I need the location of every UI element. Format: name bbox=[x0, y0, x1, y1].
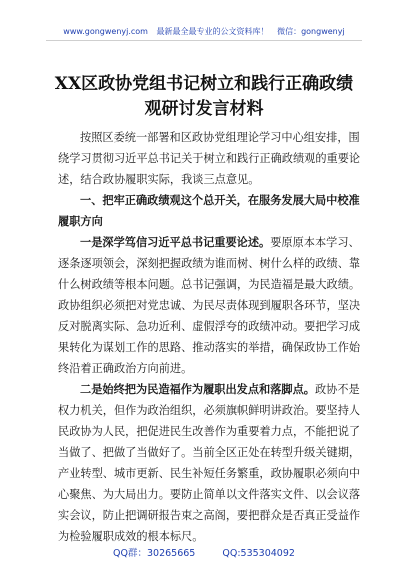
para1-line: 反对脱离实际、急功近利、虚假浮夸的政绩冲动。要把学习成 bbox=[58, 320, 361, 333]
site-url[interactable]: www.gongwenyj.com bbox=[63, 27, 148, 36]
para1-line: 果转化为谋划工作的思路、推动落实的举措，确保政协工作始 bbox=[58, 341, 361, 354]
site-slogan: 最新最全最专业的公文资料库！ bbox=[156, 27, 269, 36]
qq-group: QQ群：30265665 bbox=[113, 548, 196, 559]
qq-number: QQ:535304092 bbox=[222, 548, 295, 559]
site-header bbox=[0, 26, 408, 37]
para1-first-line bbox=[58, 232, 358, 253]
para2-line: 权力机关，但作为政治组织，必须旗帜鲜明讲政治。要坚持人 bbox=[58, 404, 361, 417]
document-body bbox=[58, 127, 361, 547]
section-heading-1-cont: 履职方向 bbox=[58, 214, 103, 228]
para2-line: 民政协为人民，把促进民生改善作为重要着力点，不能把说了 bbox=[58, 425, 361, 438]
para2-line: 心聚焦、为大局出力。要防止简单以文件落实文件、以会议落 bbox=[58, 488, 361, 501]
intro-line: 绕学习贯彻习近平总书记关于树立和践行正确政绩观的重要论 bbox=[58, 152, 361, 165]
para2-line: 产业转型、城市更新、民生补短任务繁重，政协履职必须向中 bbox=[58, 467, 361, 480]
para2-lead-rest: 政协不是 bbox=[314, 383, 360, 396]
para2-line: 当做了、把做了当做好了。当前全区正处在转型升级关键期， bbox=[58, 446, 361, 459]
para2-first-line bbox=[58, 379, 358, 400]
para1-lead-rest: 要原原本本学习、 bbox=[270, 236, 360, 249]
para1-line: 逐条逐项领会，深刻把握政绩为谁而树、树什么样的政绩、靠 bbox=[58, 257, 361, 270]
section-heading-1: 一、把牢正确政绩观这个总开关，在服务发展大局中校准 bbox=[80, 193, 360, 207]
page-footer bbox=[0, 545, 408, 559]
para1-line: 什么树政绩等根本问题。总书记强调，为民造福是最大政绩。 bbox=[58, 278, 361, 291]
wechat-id: 微信：gongwenyj bbox=[277, 27, 345, 36]
title-line-2: 观研讨发言材料 bbox=[144, 99, 264, 119]
intro-line: 述，结合政协履职实际，我谈三点意见。 bbox=[58, 173, 260, 186]
para1-line: 终沿着正确政治方向前进。 bbox=[58, 362, 193, 375]
para2-lead: 二是始终把为民造福作为履职出发点和落脚点。 bbox=[80, 382, 315, 396]
para2-line: 为检验履职成效的根本标尺。 bbox=[58, 530, 204, 543]
header-divider bbox=[46, 40, 362, 41]
para2-line: 实会议，防止把调研报告束之高阁，要把群众是否真正受益作 bbox=[58, 509, 361, 522]
intro-line: 按照区委统一部署和区政协党组理论学习中心组安排，围 bbox=[80, 131, 360, 144]
title-line-1: XX区政协党组书记树立和践行正确政绩 bbox=[54, 74, 354, 94]
para1-line: 政协组织必须把对党忠诚、为民尽责体现到履职各环节，坚决 bbox=[58, 299, 361, 312]
document-title bbox=[36, 72, 372, 122]
para1-lead: 一是深学笃信习近平总书记重要论述。 bbox=[80, 235, 271, 249]
